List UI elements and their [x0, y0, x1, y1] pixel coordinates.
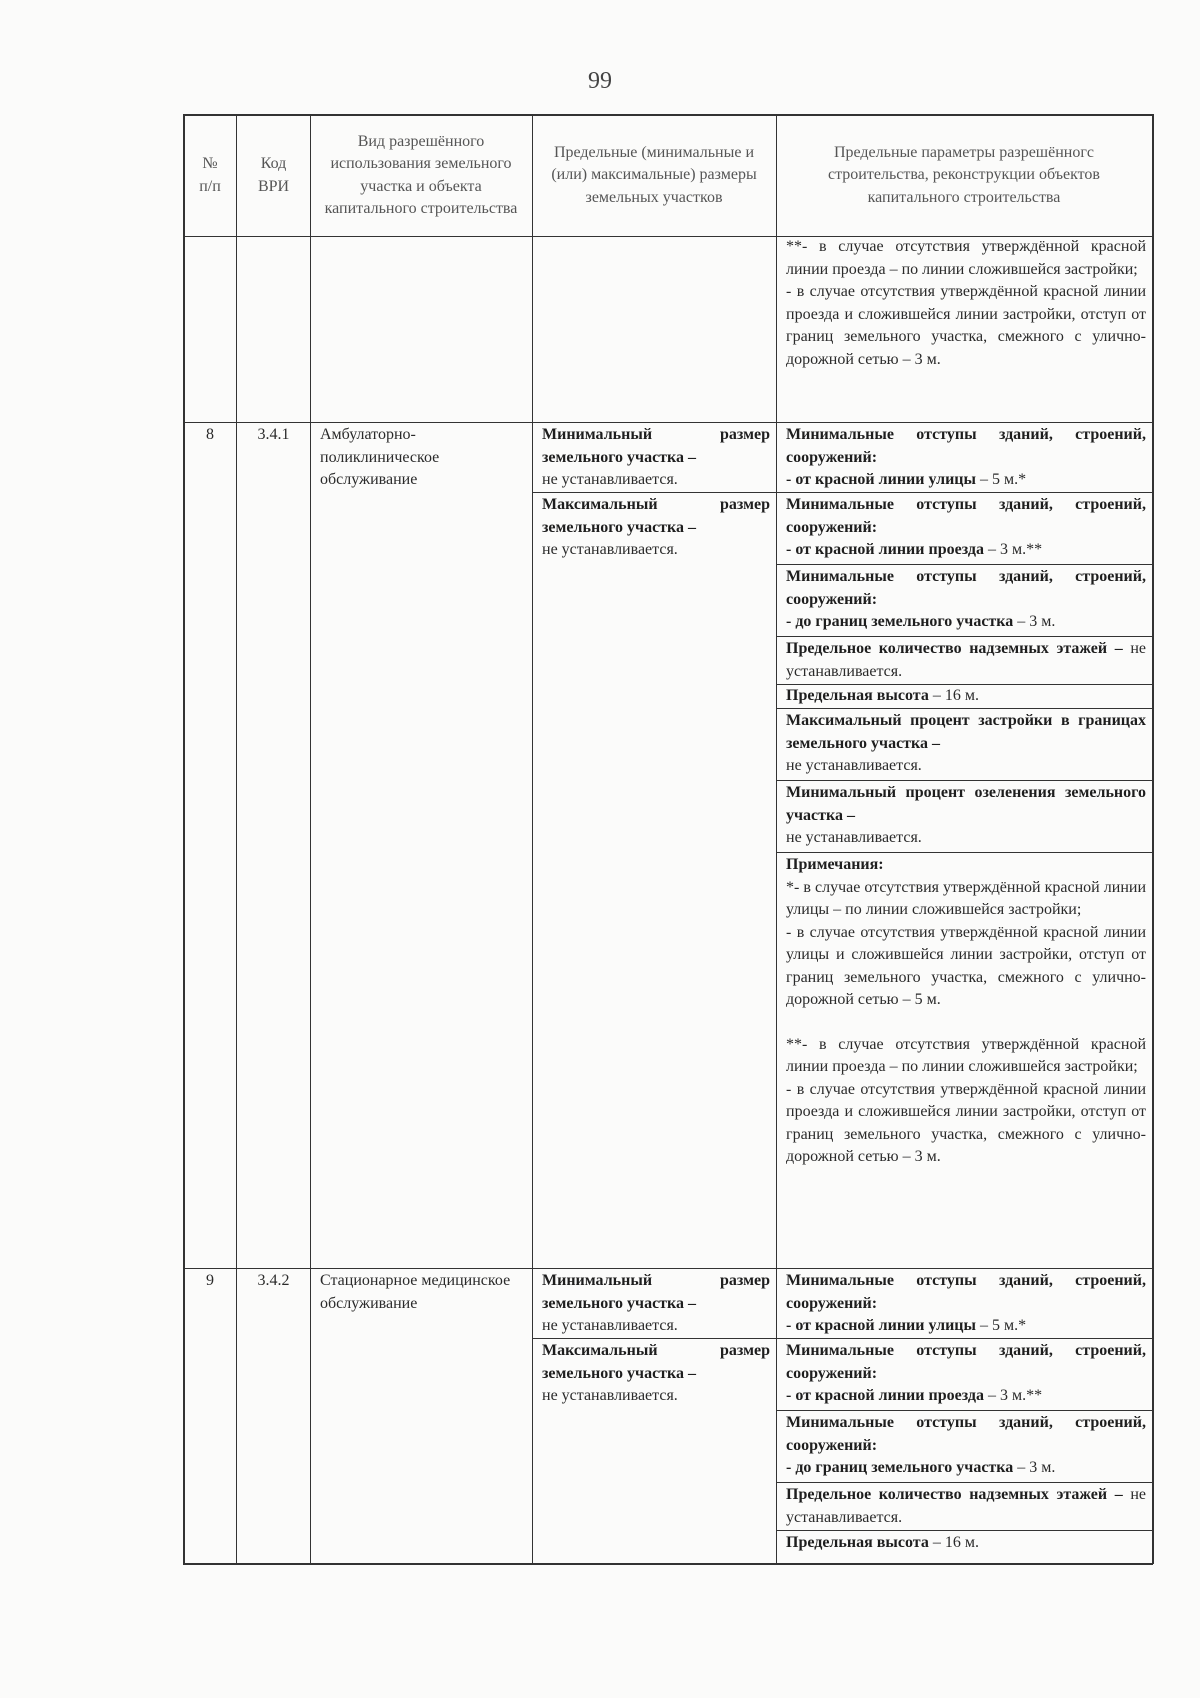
param-title: Минимальные отступы зданий, строений, сооружений: [786, 426, 1146, 466]
param-value: – 16 м. [928, 1534, 979, 1551]
param-value: не устанавливается. [786, 1486, 1146, 1526]
max-size [542, 1340, 770, 1408]
param-label: - до границ земельного участка [786, 1459, 1014, 1476]
notes [786, 854, 1146, 1169]
max-size-value: не устанавливается. [542, 1387, 678, 1404]
param-value: – 3 м.** [983, 541, 1043, 558]
param-street-setback [786, 424, 1146, 492]
header-num: № п/п [199, 155, 221, 195]
param-value: не устанавливается. [786, 757, 922, 774]
header-kind: Вид разрешённого использования земельного участка и объекта капитального строительства [324, 132, 518, 217]
param-label: Максимальный процент застройки в границах земельного участка – [786, 712, 1146, 752]
param-label: Минимальный процент озеленения земельного участка – [786, 784, 1146, 824]
param-value: – 5 м.* [976, 1317, 1027, 1334]
param-floors [786, 638, 1146, 683]
param-label: - от красной линии проезда [786, 1387, 984, 1404]
param-boundary-setback [786, 566, 1146, 634]
param-label: - от красной линии проезда [786, 541, 984, 558]
param-label: Предельная высота [786, 1534, 929, 1551]
use-kind-name: Стационарное медицинское обслуживание [320, 1272, 511, 1312]
max-size-value: не устанавливается. [542, 541, 678, 558]
param-boundary-setback [786, 1412, 1146, 1480]
param-street-setback [786, 1270, 1146, 1338]
param-value: – 16 м. [928, 687, 979, 704]
param-label: - до границ земельного участка [786, 613, 1014, 630]
param-floors [786, 1484, 1146, 1529]
note-text: - в случае отсутствия утверждённой красной линии проезда и сложившейся линии застройки, отступ от границ земельного участка, смежного с улично-дорожной сетью – 3 м. [786, 1080, 1146, 1165]
header-params: Предельные параметры разрешённогс строительства, реконструкции объектов капитального строительства [828, 143, 1100, 206]
notes-title: Примечания: [786, 856, 884, 873]
param-title: Минимальные отступы зданий, строений, сооружений: [786, 1272, 1146, 1312]
min-size-value: не устанавливается. [542, 1317, 678, 1334]
max-size [542, 494, 770, 562]
max-size-title: Максимальный размер земельного участка – [542, 496, 770, 536]
vri-code: 3.4.1 [257, 426, 290, 443]
min-size-title: Минимальный размер земельного участка – [542, 1272, 770, 1312]
param-greening [786, 782, 1146, 850]
min-size-value: не устанавливается. [542, 471, 678, 488]
note-text: *- в случае отсутствия утверждённой красной линии улицы – по линии сложившейся застройки; [786, 878, 1146, 918]
param-label: Предельная высота [786, 687, 929, 704]
param-value: – 3 м.** [983, 1387, 1043, 1404]
param-value: – 3 м. [1013, 613, 1056, 630]
page-number: 99 [588, 68, 612, 94]
param-coverage [786, 710, 1146, 778]
param-label: - от красной линии улицы [786, 1317, 976, 1334]
header-code: Код ВРИ [257, 155, 290, 195]
min-size [542, 424, 770, 492]
param-driveway-setback [786, 494, 1146, 562]
param-label: - от красной линии улицы [786, 471, 976, 488]
param-height [786, 685, 1146, 708]
min-size-title: Минимальный размер земельного участка – [542, 426, 770, 466]
param-label: Предельное количество надземных этажей – [786, 1486, 1123, 1503]
param-title: Минимальные отступы зданий, строений, сооружений: [786, 496, 1146, 536]
param-title: Минимальные отступы зданий, строений, сооружений: [786, 568, 1146, 608]
row-number: 8 [206, 426, 214, 443]
param-value: не устанавливается. [786, 640, 1146, 680]
param-value: – 3 м. [1013, 1459, 1056, 1476]
param-height [786, 1532, 1146, 1555]
row-number: 9 [206, 1272, 214, 1289]
use-kind-name: Амбулаторно-поликлиническое обслуживание [320, 426, 440, 488]
param-label: Предельное количество надземных этажей – [786, 640, 1123, 657]
min-size [542, 1270, 770, 1338]
note-text: - в случае отсутствия утверждённой красной линии проезда и сложившейся линии застройки, отступ от границ земельного участка, смежного с улично-дорожной сетью – 3 м. [786, 283, 1146, 368]
max-size-title: Максимальный размер земельного участка – [542, 1342, 770, 1382]
param-title: Минимальные отступы зданий, строений, сооружений: [786, 1414, 1146, 1454]
param-value: не устанавливается. [786, 829, 922, 846]
vri-code: 3.4.2 [257, 1272, 290, 1289]
note-text: **- в случае отсутствия утверждённой красной линии проезда – по линии сложившейся застройки; [786, 238, 1146, 278]
param-value: – 5 м.* [976, 471, 1027, 488]
continuation-note [786, 236, 1146, 371]
param-title: Минимальные отступы зданий, строений, сооружений: [786, 1342, 1146, 1382]
note-text: - в случае отсутствия утверждённой красной линии улицы и сложившейся линии застройки, отступ от границ земельного участка, смежного с улично-дорожной сетью – 5 м. [786, 923, 1146, 1008]
header-sizes: Предельные (минимальные и (или) максимальные) размеры земельных участков [551, 143, 757, 206]
note-text: **- в случае отсутствия утверждённой красной линии проезда – по линии сложившейся застройки; [786, 1035, 1146, 1075]
param-driveway-setback [786, 1340, 1146, 1408]
